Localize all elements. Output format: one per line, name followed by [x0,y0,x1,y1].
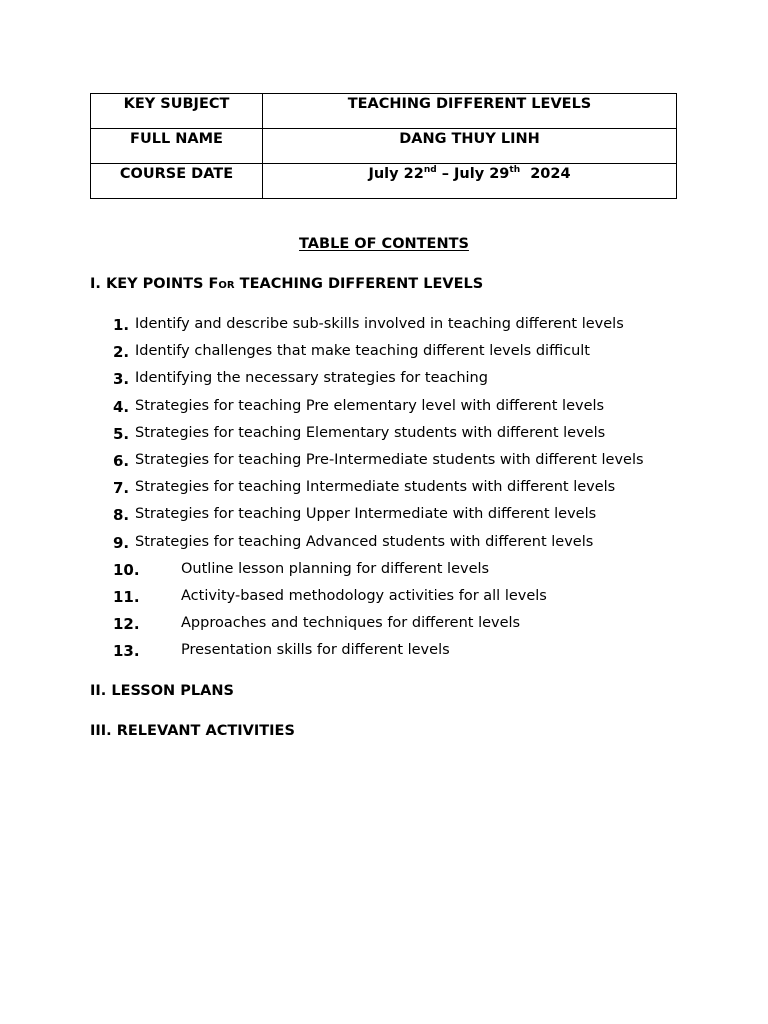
list-item [113,452,644,479]
section-heading-key-points [90,276,483,292]
list-item-text: Identifying the necessary strategies for teaching [135,370,488,387]
list-item-number: 6. [113,451,130,470]
list-item [113,534,644,561]
list-item [113,479,644,506]
list-item-number: 8. [113,506,130,525]
list-item-number: 4. [113,397,130,416]
key-subject-value: TEACHING DIFFERENT LEVELS [263,94,677,129]
toc-list [113,316,644,669]
list-item-number: 2. [113,343,130,362]
list-item-text: Identify challenges that make teaching different levels difficult [135,343,590,360]
course-date-label: COURSE DATE [91,164,263,199]
list-item [113,588,644,615]
list-item [113,425,644,452]
list-item-text: Outline lesson planning for different levels [181,560,490,577]
list-item-number: 9. [113,533,130,552]
list-item [113,642,644,669]
list-item-number: 11. [113,587,140,606]
list-item-number: 5. [113,424,130,443]
list-item-text: Strategies for teaching Pre elementary level with different levels [135,397,605,414]
section-heading-lesson-plans: II. LESSON PLANS [90,683,234,699]
course-date-separator: – July 29 [436,166,510,182]
list-item-number: 13. [113,642,140,661]
list-item-text: Strategies for teaching Elementary students with different levels [135,424,606,441]
list-item [113,370,644,397]
section-heading-suffix: TEACHING DIFFERENT LEVELS [234,276,484,292]
course-date-start-suffix: nd [423,165,437,176]
course-date-value [263,164,677,199]
course-date-end-suffix: th [509,165,521,176]
list-item-text: Approaches and techniques for different levels [181,615,521,632]
list-item-text: Strategies for teaching Upper Intermediate with different levels [135,506,597,523]
course-date-start: July 22 [368,166,424,182]
list-item-text: Strategies for teaching Pre-Intermediate students with different levels [135,451,644,468]
list-item [113,615,644,642]
toc-title: TABLE OF CONTENTS [299,236,469,252]
list-item-number: 3. [113,370,130,389]
section-heading-relevant-activities: III. RELEVANT ACTIVITIES [90,723,295,739]
section-heading-prefix: I. KEY POINTS [90,276,209,292]
list-item [113,343,644,370]
list-item-text: Identify and describe sub-skills involved in teaching different levels [135,316,624,332]
list-item-number: 12. [113,615,140,634]
course-date-year: 2024 [520,166,571,182]
key-subject-label: KEY SUBJECT [91,94,263,129]
list-item-number: 10. [113,560,140,579]
section-heading-or-word: For [208,276,235,292]
table-row [91,164,677,199]
full-name-label: FULL NAME [91,129,263,164]
table-row [91,129,677,164]
list-item-text: Presentation skills for different levels [181,642,450,659]
info-table [90,93,677,199]
list-item [113,398,644,425]
list-item [113,506,644,533]
list-item [113,316,644,343]
list-item-text: Activity-based methodology activities for all levels [181,587,547,604]
list-item-number: 7. [113,479,130,498]
list-item-text: Strategies for teaching Advanced students with different levels [135,533,594,550]
full-name-value: DANG THUY LINH [263,129,677,164]
list-item-text: Strategies for teaching Intermediate students with different levels [135,479,616,496]
list-item-number: 1. [113,316,130,334]
table-row [91,94,677,129]
list-item [113,561,644,588]
